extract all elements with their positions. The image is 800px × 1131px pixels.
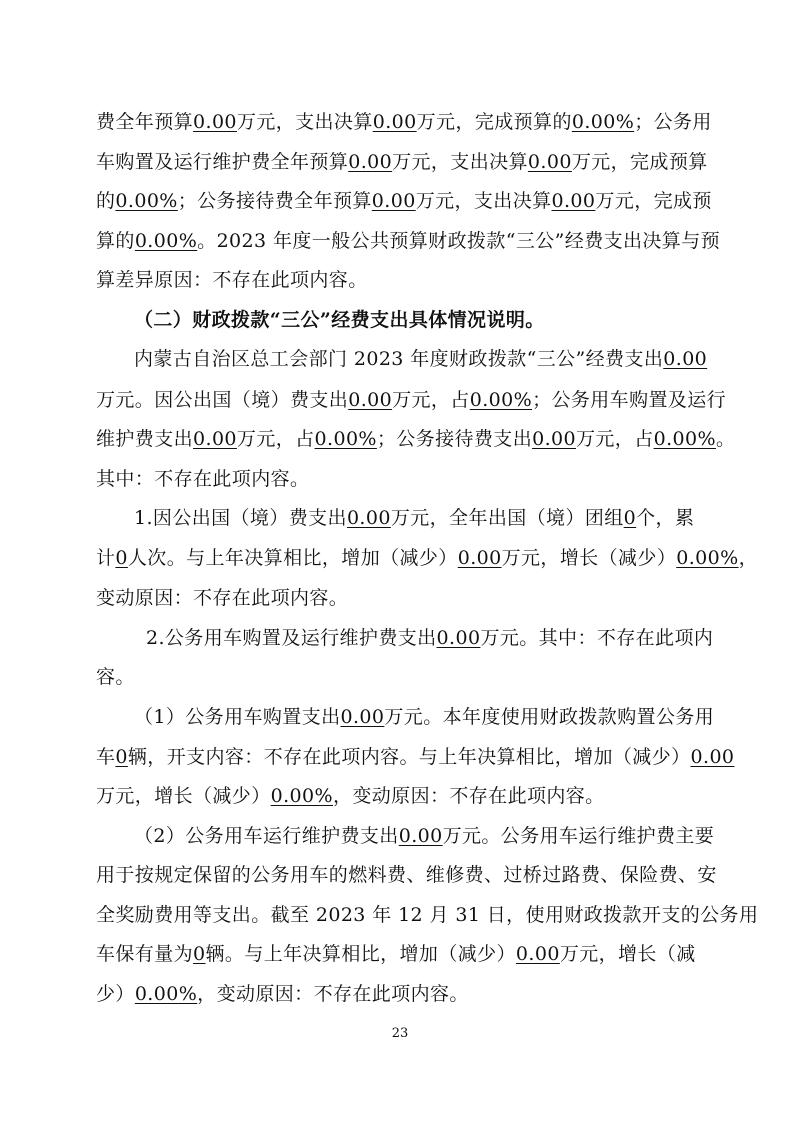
text-segment: 万元，完成预: [595, 190, 712, 212]
underlined-value: 0.00: [690, 746, 735, 768]
text-segment: 计: [96, 547, 116, 569]
text-line: [96, 545, 758, 571]
text-segment: 。: [715, 428, 736, 450]
underlined-value: 0.00: [348, 151, 393, 173]
text-segment: 万元。本年度使用财政拨款购置公务用: [384, 706, 715, 728]
text-line: [96, 267, 368, 293]
text-segment: 人次。与上年决算相比，增加（减少）: [127, 547, 458, 569]
text-line: [134, 346, 707, 372]
text-segment: 万元，完成预算的: [416, 111, 572, 133]
underlined-value: 0.00: [193, 428, 237, 450]
underlined-value: 0: [193, 943, 206, 965]
text-segment: 个，累: [636, 507, 695, 529]
text-segment: ，: [738, 547, 758, 569]
text-line: [96, 783, 605, 809]
underlined-value: 0.00%: [270, 785, 333, 807]
text-segment: ，变动原因：不存在此项内容。: [332, 785, 605, 807]
text-segment: 变动原因：不存在此项内容。: [96, 587, 349, 609]
underlined-value: 0: [623, 507, 637, 529]
text-line: [96, 941, 696, 967]
text-segment: 车购置及运行维护费全年预算: [96, 151, 349, 173]
underlined-value: 0.00: [348, 389, 393, 411]
text-segment: 万元，完成预算: [571, 151, 708, 173]
text-line: [134, 823, 714, 849]
underlined-value: 0.00: [436, 627, 481, 649]
text-segment: 辆。与上年决算相比，增加（减少）: [205, 943, 516, 965]
text-segment: 其中：不存在此项内容。: [96, 468, 310, 490]
text-segment: 万元，全年出国（境）团组: [390, 507, 624, 529]
underlined-value: 0.00%: [134, 983, 198, 1005]
text-segment: 用于按规定保留的公务用车的燃料费、维修费、过桥过路费、保险费、安: [96, 864, 717, 886]
text-line: [96, 466, 309, 492]
underlined-value: 0.00: [457, 547, 502, 569]
text-segment: 万元，支出决算: [236, 111, 373, 133]
underlined-value: 0.00%: [653, 428, 716, 450]
underlined-value: 0.00: [551, 190, 596, 212]
text-line: [96, 664, 135, 690]
text-segment: ；公务用: [634, 111, 712, 133]
underlined-value: 0.00: [346, 507, 391, 529]
text-segment: 算的: [96, 230, 135, 252]
underlined-value: 0.00%: [676, 547, 739, 569]
text-segment: 万元。其中：不存在此项内: [480, 627, 714, 649]
text-line: [134, 505, 694, 531]
text-line: [96, 862, 717, 888]
section-heading: [134, 307, 545, 333]
text-segment: 万元，增长（减: [559, 943, 696, 965]
text-segment: ；公务接待费全年预算: [177, 190, 372, 212]
text-segment: 的: [96, 190, 116, 212]
text-segment: 万元，占: [392, 389, 470, 411]
text-segment: 辆，开支内容：不存在此项内容。与上年决算相比，增加（减少）: [127, 746, 691, 768]
text-line: [134, 704, 714, 730]
text-segment: 万元，支出决算: [415, 190, 552, 212]
underlined-value: 0: [115, 547, 128, 569]
text-line: [96, 585, 348, 611]
underlined-value: 0.00%: [469, 389, 533, 411]
text-line: [146, 625, 713, 651]
text-line: [96, 188, 712, 214]
text-segment: 费全年预算: [96, 111, 194, 133]
underlined-value: 0.00: [372, 111, 417, 133]
text-segment: 车保有量为: [96, 943, 194, 965]
text-segment: 万元，增长（减少）: [501, 547, 677, 569]
text-segment: 万元，支出决算: [392, 151, 528, 173]
text-segment: 万元，占: [236, 428, 315, 450]
underlined-value: 0: [115, 746, 128, 768]
text-segment: （二）财政拨款“三公”经费支出具体情况说明。: [134, 309, 545, 331]
page-number: 23: [391, 1026, 409, 1041]
text-line: [96, 744, 734, 770]
text-segment: 内蒙古自治区总工会部门 2023 年度财政拨款“三公”经费支出: [134, 348, 664, 370]
text-line: [96, 426, 735, 452]
text-segment: 1.因公出国（境）费支出: [134, 507, 347, 529]
underlined-value: 0.00: [663, 348, 708, 370]
underlined-value: 0.00: [398, 825, 443, 847]
text-segment: ；公务用车购置及运行: [532, 389, 727, 411]
text-line: [96, 228, 720, 254]
underlined-value: 0.00%: [571, 111, 635, 133]
text-line: [96, 981, 469, 1007]
underlined-value: 0.00: [527, 151, 572, 173]
underlined-value: 0.00%: [314, 428, 377, 450]
text-segment: 。2023 年度一般公共预算财政拨款“三公”经费支出决算与预: [197, 230, 720, 252]
text-segment: （2）公务用车运行维护费支出: [134, 825, 399, 847]
text-segment: 全奖励费用等支出。截至 2023 年 12 月 31 日，使用财政拨款开支的公务用: [96, 904, 759, 926]
text-segment: 少）: [96, 983, 135, 1005]
text-line: [96, 902, 758, 928]
text-line: [96, 387, 726, 413]
underlined-value: 0.00%: [134, 230, 198, 252]
text-segment: 车: [96, 746, 116, 768]
text-line: [96, 149, 708, 175]
text-segment: 容。: [96, 666, 135, 688]
underlined-value: 0.00: [193, 111, 237, 133]
text-segment: 维护费支出: [96, 428, 194, 450]
underlined-value: 0.00: [532, 428, 576, 450]
text-segment: （1）公务用车购置支出: [134, 706, 341, 728]
text-segment: 算差异原因：不存在此项内容。: [96, 269, 368, 291]
underlined-value: 0.00: [340, 706, 385, 728]
text-segment: 万元。因公出国（境）费支出: [96, 389, 349, 411]
text-segment: ，变动原因：不存在此项内容。: [197, 983, 469, 1005]
text-segment: 万元，占: [576, 428, 654, 450]
text-segment: 万元。公务用车运行维护费主要: [442, 825, 715, 847]
text-segment: 万元，增长（减少）: [96, 785, 271, 807]
underlined-value: 0.00: [515, 943, 560, 965]
text-segment: 2.公务用车购置及运行维护费支出: [146, 627, 437, 649]
text-segment: ；公务接待费支出: [376, 428, 533, 450]
underlined-value: 0.00: [371, 190, 416, 212]
underlined-value: 0.00%: [115, 190, 178, 212]
text-line: [96, 109, 712, 135]
